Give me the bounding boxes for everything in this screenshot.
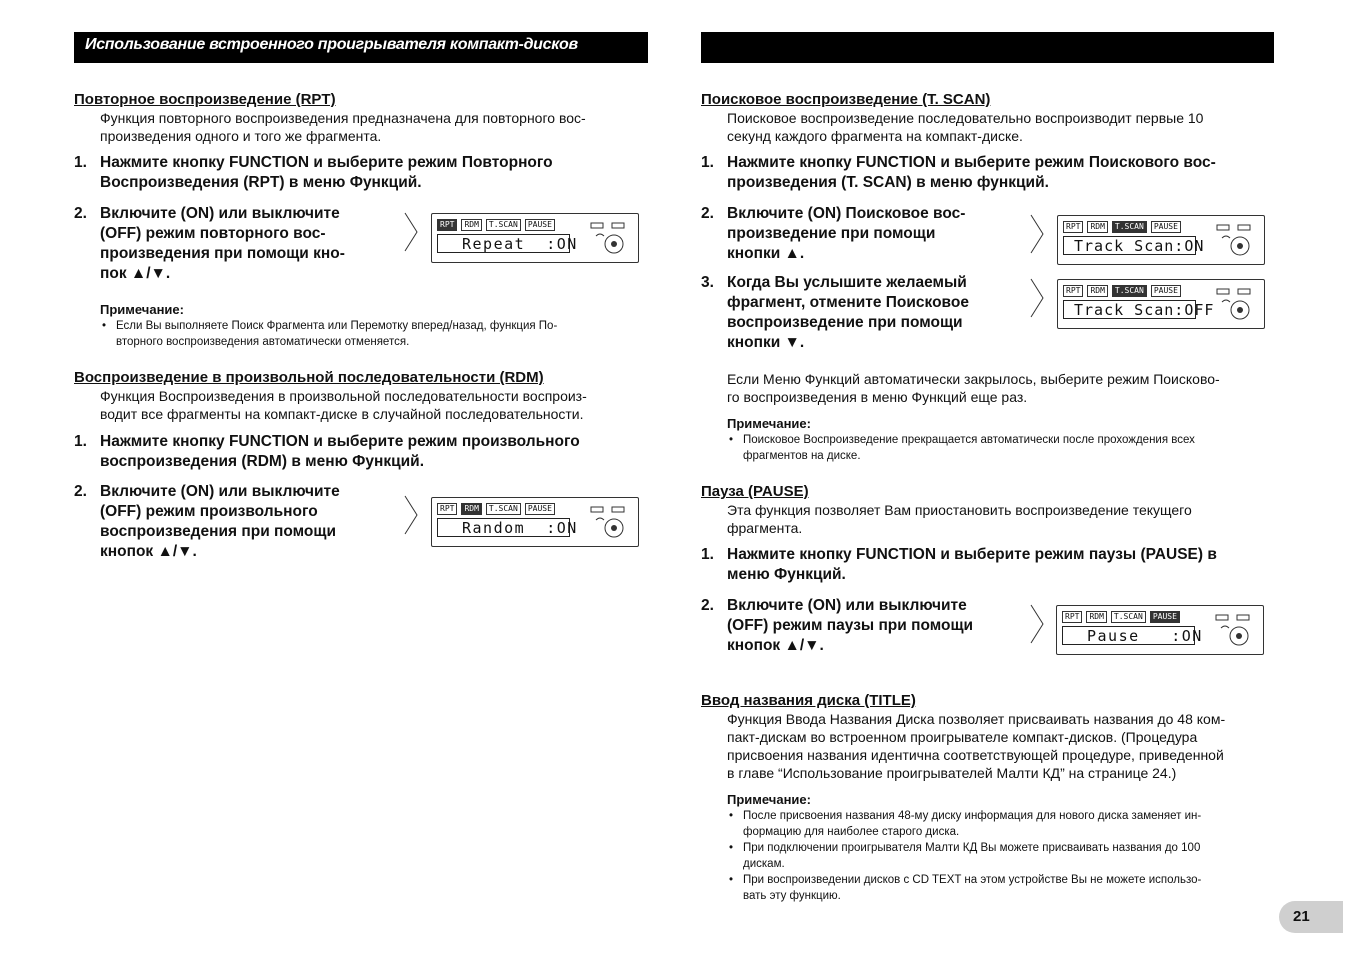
section-header-right [701, 32, 1274, 63]
rpt-step-2 [74, 204, 420, 284]
note-line: После присвоения названия 48-му диску информация для нового диска заменяет ин- [743, 810, 1202, 822]
step-number: 2. [701, 597, 714, 614]
tab-rdm: RDM [461, 219, 481, 231]
bullet: • [102, 320, 107, 332]
tab-rdm: RDM [1087, 221, 1107, 233]
note-item [100, 318, 654, 350]
rpt-section [74, 90, 654, 145]
rdm-desc-1: Функция Воспроизведения в произвольной последовательности воспроиз- [100, 388, 587, 404]
note-heading: Примечание: [727, 792, 811, 807]
step-line: меню Функций. [727, 566, 846, 583]
note-line: дискам. [743, 858, 785, 870]
control-knob-icon [590, 222, 628, 256]
title-desc-line: в главе “Использование проигрывателей Малти КД” на странице 24.) [727, 765, 1177, 781]
lcd-readout: Random :ON [437, 518, 570, 537]
pointer-arrow-icon [404, 495, 418, 535]
lcd-readout: Track Scan:ON [1063, 236, 1196, 255]
tab-pause: PAUSE [525, 503, 555, 515]
rpt-note [74, 302, 654, 350]
tab-rpt: RPT [1062, 611, 1082, 623]
bullet: • [729, 810, 734, 822]
section-header-left [74, 32, 648, 63]
pointer-arrow-icon [1030, 278, 1044, 318]
section-title: Использование встроенного проигрывателя компакт-дисков [85, 36, 578, 53]
tscan-desc-1: Поисковое воспроизведение последовательно воспроизводит первые 10 [727, 110, 1204, 126]
tscan-section [701, 90, 1281, 145]
control-knob-icon [1216, 224, 1254, 258]
note-item [727, 840, 1281, 872]
step-line: Нажмите кнопку FUNCTION и выберите режим произвольного [100, 433, 580, 450]
tscan-step-3 [701, 273, 1047, 353]
tab-rdm: RDM [1087, 285, 1107, 297]
step-line: Включите (ON) или выключите [727, 597, 967, 614]
display-panel-repeat [431, 213, 639, 263]
after-line: Если Меню Функций автоматически закрылось, выберите режим Поисково- [727, 371, 1220, 387]
step-line: воспроизведение при помощи [727, 314, 963, 331]
note-heading: Примечание: [727, 416, 811, 431]
bullet: • [729, 434, 734, 446]
tab-rdm: RDM [461, 503, 481, 515]
pointer-arrow-icon [1030, 214, 1044, 254]
rdm-step-2 [74, 482, 420, 562]
step-line: кнопки ▲. [727, 245, 805, 262]
note-line: формацию для наиболее старого диска. [743, 826, 960, 838]
note-line: При подключении проигрывателя Малти КД Вы можете присваивать названия до 100 [743, 842, 1201, 854]
tscan-step-2 [701, 204, 1047, 264]
tab-pause: PAUSE [1151, 221, 1181, 233]
display-panel-scan-off [1057, 279, 1265, 329]
tab-pause: PAUSE [1151, 285, 1181, 297]
note-line: вать эту функцию. [743, 890, 841, 902]
step-line: воспроизведения (RDM) в меню Функций. [100, 453, 425, 470]
pointer-arrow-icon [404, 212, 418, 252]
tab-pause: PAUSE [525, 219, 555, 231]
tab-tscan: T.SCAN [486, 503, 521, 515]
rdm-step-1 [74, 432, 680, 472]
rdm-section [74, 368, 654, 423]
lcd-readout: Repeat :ON [437, 234, 570, 253]
tab-tscan: T.SCAN [1112, 285, 1147, 297]
step-line: воспроизведения при помощи [100, 523, 337, 540]
display-panel-scan-on [1057, 215, 1265, 265]
step-line: пок ▲/▼. [100, 265, 171, 282]
pause-desc-2: фрагмента. [727, 520, 803, 536]
note-line: Если Вы выполняете Поиск Фрагмента или Перемотку вперед/назад, функция По- [116, 320, 558, 332]
note-line: Поисковое Воспроизведение прекращается автоматически после прохождения всех [743, 434, 1195, 446]
title-desc-line: Функция Ввода Названия Диска позволяет присваивать названия до 48 ком- [727, 711, 1226, 727]
step-number: 2. [74, 205, 87, 222]
pointer-arrow-icon [1030, 604, 1044, 644]
step-line: Нажмите кнопку FUNCTION и выберите режим Повторного [100, 154, 553, 171]
pause-step-1 [701, 545, 1307, 585]
step-line: Включите (ON) или выключите [100, 205, 340, 222]
tab-rdm: RDM [1086, 611, 1106, 623]
note-line: вторного воспроизведения автоматически отменяется. [116, 336, 410, 348]
step-line: (OFF) режим паузы при помощи [727, 617, 974, 634]
control-knob-icon [590, 506, 628, 540]
display-panel-pause [1056, 605, 1264, 655]
tab-pause: PAUSE [1150, 611, 1180, 623]
step-number: 3. [701, 274, 714, 291]
step-line: произведение при помощи [727, 225, 936, 242]
after-line: го воспроизведения в меню Функций еще раз. [727, 389, 1028, 405]
step-number: 1. [74, 154, 87, 171]
tab-rpt: RPT [437, 219, 457, 231]
step-number: 2. [701, 205, 714, 222]
step-line: фрагмент, отмените Поисковое [727, 294, 969, 311]
control-knob-icon [1216, 288, 1254, 322]
tab-tscan: T.SCAN [486, 219, 521, 231]
tab-rpt: RPT [437, 503, 457, 515]
note-item [727, 808, 1281, 840]
rdm-heading: Воспроизведение в произвольной последовательности (RDM) [74, 369, 544, 386]
step-line: Нажмите кнопку FUNCTION и выберите режим паузы (PAUSE) в [727, 546, 1217, 563]
step-line: Нажмите кнопку FUNCTION и выберите режим Поискового вос- [727, 154, 1216, 171]
tscan-after [701, 370, 1281, 406]
title-note [701, 792, 1281, 904]
tscan-heading: Поисковое воспроизведение (T. SCAN) [701, 91, 991, 108]
step-line: кнопок ▲/▼. [100, 543, 197, 560]
title-desc-line: пакт-дискам во встроенном проигрывателе компакт-дисков. (Процедура [727, 729, 1198, 745]
tab-rpt: RPT [1063, 285, 1083, 297]
lcd-readout: Track Scan:OFF [1063, 300, 1196, 319]
note-item [727, 872, 1281, 904]
step-line: Включите (ON) Поисковое вос- [727, 205, 966, 222]
rpt-desc-2: произведения одного и того же фрагмента. [100, 128, 382, 144]
lcd-readout: Pause :ON [1062, 626, 1195, 645]
step-number: 2. [74, 483, 87, 500]
step-line: Включите (ON) или выключите [100, 483, 340, 500]
step-line: кнопок ▲/▼. [727, 637, 824, 654]
rpt-desc-1: Функция повторного воспроизведения предназначена для повторного вос- [100, 110, 586, 126]
title-section [701, 691, 1281, 782]
pause-desc-1: Эта функция позволяет Вам приостановить воспроизведение текущего [727, 502, 1192, 518]
step-number: 1. [701, 154, 714, 171]
tscan-step-1 [701, 153, 1307, 193]
title-desc-line: присвоения названия идентична соответствующей процедуре, приведенной [727, 747, 1224, 763]
bullet: • [729, 842, 734, 854]
step-line: произведения при помощи кно- [100, 245, 345, 262]
control-knob-icon [1215, 614, 1253, 648]
pause-heading: Пауза (PAUSE) [701, 483, 809, 500]
rpt-step-1 [74, 153, 680, 193]
step-number: 1. [701, 546, 714, 563]
tab-rpt: RPT [1063, 221, 1083, 233]
step-number: 1. [74, 433, 87, 450]
note-line: фрагментов на диске. [743, 450, 861, 462]
note-item [727, 432, 1281, 464]
step-line: (OFF) режим произвольного [100, 503, 318, 520]
note-heading: Примечание: [100, 302, 184, 317]
section-title-right [701, 32, 1274, 36]
rdm-desc-2: водит все фрагменты на компакт-диске в случайной последовательности. [100, 406, 584, 422]
step-line: Когда Вы услышите желаемый [727, 274, 967, 291]
bullet: • [729, 874, 734, 886]
display-panel-random [431, 497, 639, 547]
tscan-note [701, 416, 1281, 464]
tab-tscan: T.SCAN [1111, 611, 1146, 623]
step-line: произведения (T. SCAN) в меню функций. [727, 174, 1049, 191]
note-line: При воспроизведении дисков с CD TEXT на этом устройстве Вы не можете использо- [743, 874, 1202, 886]
step-line: (OFF) режим повторного вос- [100, 225, 326, 242]
page-number: 21 [1279, 901, 1343, 933]
pause-section [701, 482, 1281, 537]
tab-tscan: T.SCAN [1112, 221, 1147, 233]
pause-step-2 [701, 596, 1047, 656]
title-heading: Ввод названия диска (TITLE) [701, 692, 916, 709]
step-line: Воспроизведения (RPT) в меню Функций. [100, 174, 422, 191]
rpt-heading: Повторное воспроизведение (RPT) [74, 91, 336, 108]
tscan-desc-2: секунд каждого фрагмента на компакт-диске. [727, 128, 1023, 144]
step-line: кнопки ▼. [727, 334, 805, 351]
